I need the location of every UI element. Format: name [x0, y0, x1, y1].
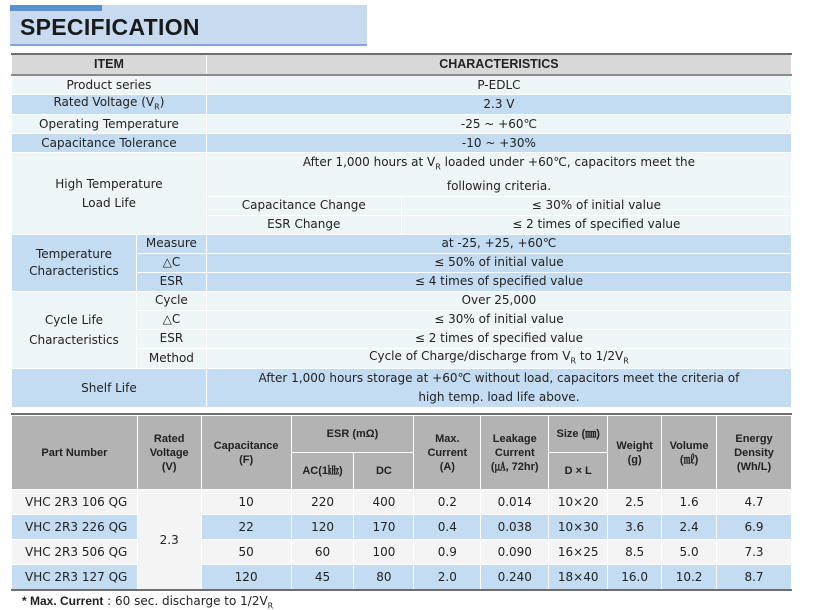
spec-value	[206, 153, 791, 196]
esr-dc-cell: 80	[354, 565, 414, 590]
spec-label	[12, 234, 137, 291]
leakage-cell: 0.090	[481, 540, 549, 565]
spec-label: Operating Temperature	[12, 115, 207, 134]
esr-dc-header: DC	[354, 453, 414, 490]
size-header: Size (㎜)	[549, 416, 608, 453]
weight-header: Weight (g)	[608, 416, 662, 490]
weight-cell: 3.6	[608, 515, 662, 540]
leakage-current-header: Leakage Current (㎂, 72hr)	[481, 416, 549, 490]
part-number-cell: VHC 2R3 127 QG	[12, 565, 138, 590]
leakage-cell: 0.014	[481, 490, 549, 515]
label-line: High Temperature	[55, 176, 163, 191]
spec-row-rated-voltage	[12, 95, 792, 115]
capacitance-cell: 10	[201, 490, 291, 515]
label-line: Temperature	[35, 246, 112, 261]
title-underline	[10, 44, 367, 46]
sub-value: ≤ 4 times of specified value	[206, 272, 791, 291]
product-table	[11, 415, 792, 590]
spec-value	[206, 369, 791, 408]
spec-value: -25 ~ +60℃	[206, 115, 791, 134]
spec-row-product-series	[12, 75, 792, 95]
spec-row-temp-measure	[12, 234, 792, 253]
capacitance-cell: 50	[201, 540, 291, 565]
esr-header: ESR (mΩ)	[291, 416, 414, 453]
capacitance-header: Capacitance (F)	[201, 416, 291, 490]
spec-value: 2.3 V	[206, 95, 791, 115]
table-row	[12, 515, 792, 540]
leakage-cell: 0.240	[481, 565, 549, 590]
volume-cell: 10.2	[662, 565, 717, 590]
footnote-text: : 60 sec. discharge to 1/2V	[103, 594, 268, 608]
energy-density-header: Energy Density (Wh/L)	[717, 416, 792, 490]
volume-header: Volume (㎖)	[662, 416, 717, 490]
spec-label: Capacitance Tolerance	[12, 134, 207, 153]
spec-row-operating-temperature	[12, 115, 792, 134]
spec-row-cycle	[12, 291, 792, 310]
size-cell: 16×25	[549, 540, 608, 565]
spec-row-capacitance-tolerance	[12, 134, 792, 153]
sub-label: ESR	[136, 329, 206, 348]
sub-label: △C	[136, 253, 206, 272]
capacitance-cell: 22	[201, 515, 291, 540]
page-title: SPECIFICATION	[20, 14, 200, 40]
sub-label: △C	[136, 310, 206, 329]
product-table-bottom-rule	[11, 589, 792, 591]
table-row	[12, 540, 792, 565]
part-number-cell: VHC 2R3 106 QG	[12, 490, 138, 515]
part-number-cell: VHC 2R3 506 QG	[12, 540, 138, 565]
desc-line: After 1,000 hours at $V_R$ loaded under +60℃, capacitors meet the	[302, 155, 696, 172]
esr-dc-cell: 170	[354, 515, 414, 540]
sub-value: ≤ 30% of initial value	[206, 310, 791, 329]
table-row	[12, 565, 792, 590]
desc-line: After 1,000 hours storage at +60℃ without load, capacitors meet the criteria of	[258, 371, 740, 386]
characteristics-header: CHARACTERISTICS	[206, 54, 791, 75]
esr-dc-cell: 100	[354, 540, 414, 565]
max-current-cell: 2.0	[414, 565, 481, 590]
sub-value: Cycle of Charge/discharge from $V_R$ to $1/2V_R$	[206, 348, 791, 368]
label-line: Load Life	[81, 195, 137, 210]
esr-ac-cell: 45	[291, 565, 354, 590]
max-current-header: Max. Current (A)	[414, 416, 481, 490]
energy-cell: 8.7	[717, 565, 792, 590]
sub-label: Cycle	[136, 291, 206, 310]
max-current-cell: 0.9	[414, 540, 481, 565]
sub-value: Over 25,000	[206, 291, 791, 310]
capacitance-cell: 120	[201, 565, 291, 590]
esr-ac-cell: 60	[291, 540, 354, 565]
weight-cell: 16.0	[608, 565, 662, 590]
sub-label: Measure	[136, 234, 206, 253]
spec-label: Rated Voltage $(V_R)$	[12, 95, 207, 115]
title-accent-bar	[10, 5, 102, 11]
energy-cell: 7.3	[717, 540, 792, 565]
sub-value: ≤ 50% of initial value	[206, 253, 791, 272]
sub-label: Method	[136, 348, 206, 368]
spec-label: Product series	[12, 75, 207, 95]
footnote-label: * Max. Current	[22, 594, 104, 608]
spec-value: P-EDLC	[206, 75, 791, 95]
spec-label: Shelf Life	[12, 369, 207, 408]
size-cell: 10×20	[549, 490, 608, 515]
max-current-cell: 0.4	[414, 515, 481, 540]
footnote-sub: R	[267, 601, 274, 610]
rated-voltage-header: Rated Voltage (V)	[137, 416, 201, 490]
item-header: ITEM	[12, 54, 207, 75]
sub-value: ≤ 2 times of specified value	[206, 329, 791, 348]
spec-value: -10 ~ +30%	[206, 134, 791, 153]
volume-cell: 2.4	[662, 515, 717, 540]
weight-cell: 8.5	[608, 540, 662, 565]
sub-label: ESR Change	[206, 215, 401, 234]
sub-value: at -25, +25, +60℃	[206, 234, 791, 253]
size-dxl-header: D × L	[549, 453, 608, 490]
volume-cell: 5.0	[662, 540, 717, 565]
esr-ac-header: AC(1㎑)	[291, 453, 354, 490]
sub-value: ≤ 30% of initial value	[401, 196, 791, 215]
spec-label	[12, 291, 137, 368]
label-line: Characteristics	[29, 263, 119, 278]
weight-cell: 2.5	[608, 490, 662, 515]
volume-cell: 1.6	[662, 490, 717, 515]
sub-label: Capacitance Change	[206, 196, 401, 215]
desc-line: following criteria.	[446, 178, 552, 193]
table-row	[12, 490, 792, 515]
spec-row-shelf-life	[12, 369, 792, 408]
label-line: Cycle Life	[44, 312, 104, 327]
esr-dc-cell: 400	[354, 490, 414, 515]
esr-ac-cell: 220	[291, 490, 354, 515]
spec-row-high-temp-desc	[12, 153, 792, 196]
sub-label: ESR	[136, 272, 206, 291]
part-number-header: Part Number	[12, 416, 138, 490]
rated-voltage-cell: 2.3	[137, 490, 201, 590]
max-current-cell: 0.2	[414, 490, 481, 515]
sub-value: ≤ 2 times of specified value	[401, 215, 791, 234]
spec-header-row	[12, 54, 792, 75]
size-cell: 18×40	[549, 565, 608, 590]
size-cell: 10×30	[549, 515, 608, 540]
energy-cell: 6.9	[717, 515, 792, 540]
spec-label	[12, 153, 207, 234]
energy-cell: 4.7	[717, 490, 792, 515]
product-header-row	[12, 416, 792, 453]
specification-table	[11, 53, 792, 408]
leakage-cell: 0.038	[481, 515, 549, 540]
esr-ac-cell: 120	[291, 515, 354, 540]
desc-line: high temp. load life above.	[418, 390, 580, 405]
part-number-cell: VHC 2R3 226 QG	[12, 515, 138, 540]
label-line: Characteristics	[29, 332, 119, 347]
